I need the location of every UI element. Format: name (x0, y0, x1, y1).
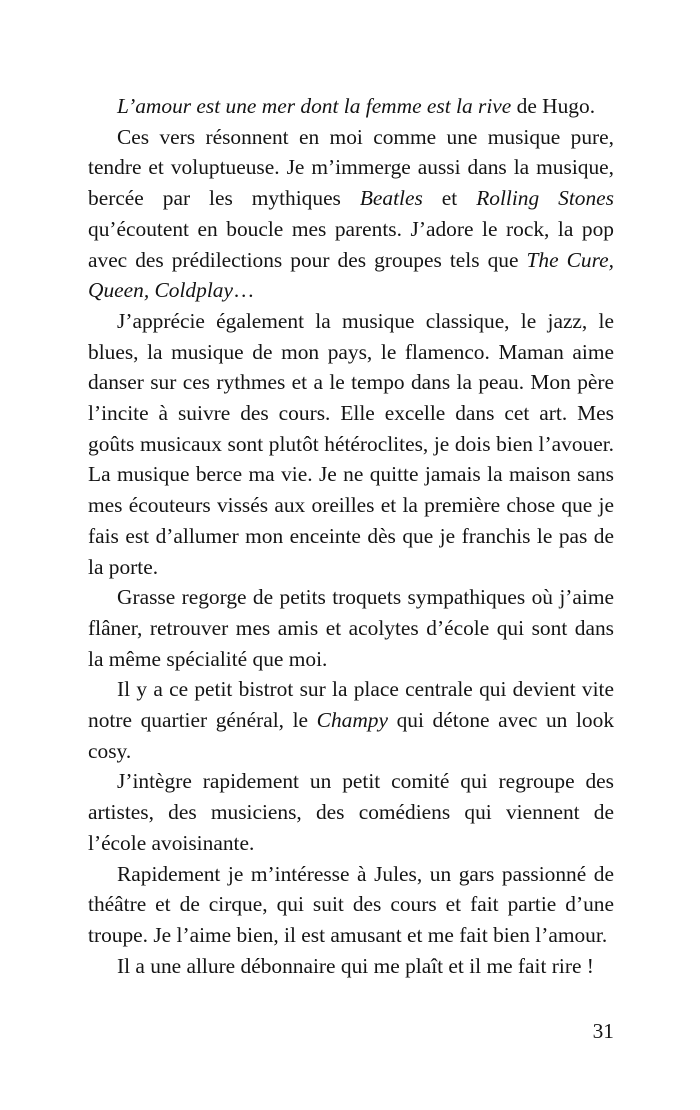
text-segment: Il y a ce petit bistrot sur la place centrale qui devient vite notre quartier général, le (88, 677, 614, 733)
text-segment: … (232, 278, 255, 303)
paragraph-comite (88, 766, 614, 858)
text-segment: et (422, 186, 477, 211)
text-segment: Rapidement je m’intéresse à Jules, un gars passionné de théâtre et de cirque, qui suit des cours et fait partie d’une troupe. Je l’aime bien, il est amusant et me fait bien l’amour. (88, 861, 614, 947)
paragraph-bistrot (88, 674, 614, 766)
page-body (88, 91, 614, 981)
band-name-rolling-stones: Rolling Stones (476, 186, 614, 211)
band-names-list: The Cure, Queen, Coldplay (88, 247, 614, 303)
band-name-beatles: Beatles (359, 186, 423, 211)
text-segment: Il a une allure débonnaire qui me plaît et il me fait rire ! (117, 953, 594, 978)
page-number: 31 (592, 1019, 614, 1043)
text-segment: J’intègre rapidement un petit comité qui regroupe des artistes, des musiciens, des comédiens qui viennent de l’école avoisinante. (88, 769, 614, 855)
paragraph-allure (88, 951, 614, 982)
paragraph-jules (88, 859, 614, 951)
bistrot-name: Champy (316, 708, 388, 733)
text-segment: qu’écoutent en boucle mes parents. J’adore le rock, la pop avec des prédilections pour des groupes tels que (88, 216, 614, 272)
text-segment: de Hugo. (511, 94, 596, 118)
paragraph-grasse (88, 582, 614, 674)
text-segment: qui détone avec un look cosy. (88, 708, 615, 763)
paragraph-classical-music (88, 306, 614, 582)
text-segment: Ces vers résonnent en moi comme une musique pure, tendre et voluptueuse. Je m’immerge aussi dans la musique, bercée par les mythiques (88, 124, 614, 211)
paragraph-music-tastes (88, 122, 614, 306)
text-segment: J’apprécie également la musique classique, le jazz, le blues, la musique de mon pays, le flamenco. Maman aime danser sur ces rythmes et a le tempo dans la peau. Mon père l’incite à suivre des cours. Elle excelle dans cet art. Mes goûts musicaux sont plutôt hétéroclites, je dois bien l’avouer. La musique berce ma vie. Je ne quitte jamais la maison sans mes écouteurs vissés aux oreilles et la première chose que je fais est d’allumer mon enceinte dès que je franchis le pas de la porte. (88, 308, 614, 579)
paragraph-hugo-quote (88, 91, 614, 122)
italic-quote: L’amour est une mer dont la femme est la rive (117, 94, 512, 118)
text-segment: Grasse regorge de petits troquets sympathiques où j’aime flâner, retrouver mes amis et acolytes d’école qui sont dans la même spécialité que moi. (88, 585, 614, 671)
